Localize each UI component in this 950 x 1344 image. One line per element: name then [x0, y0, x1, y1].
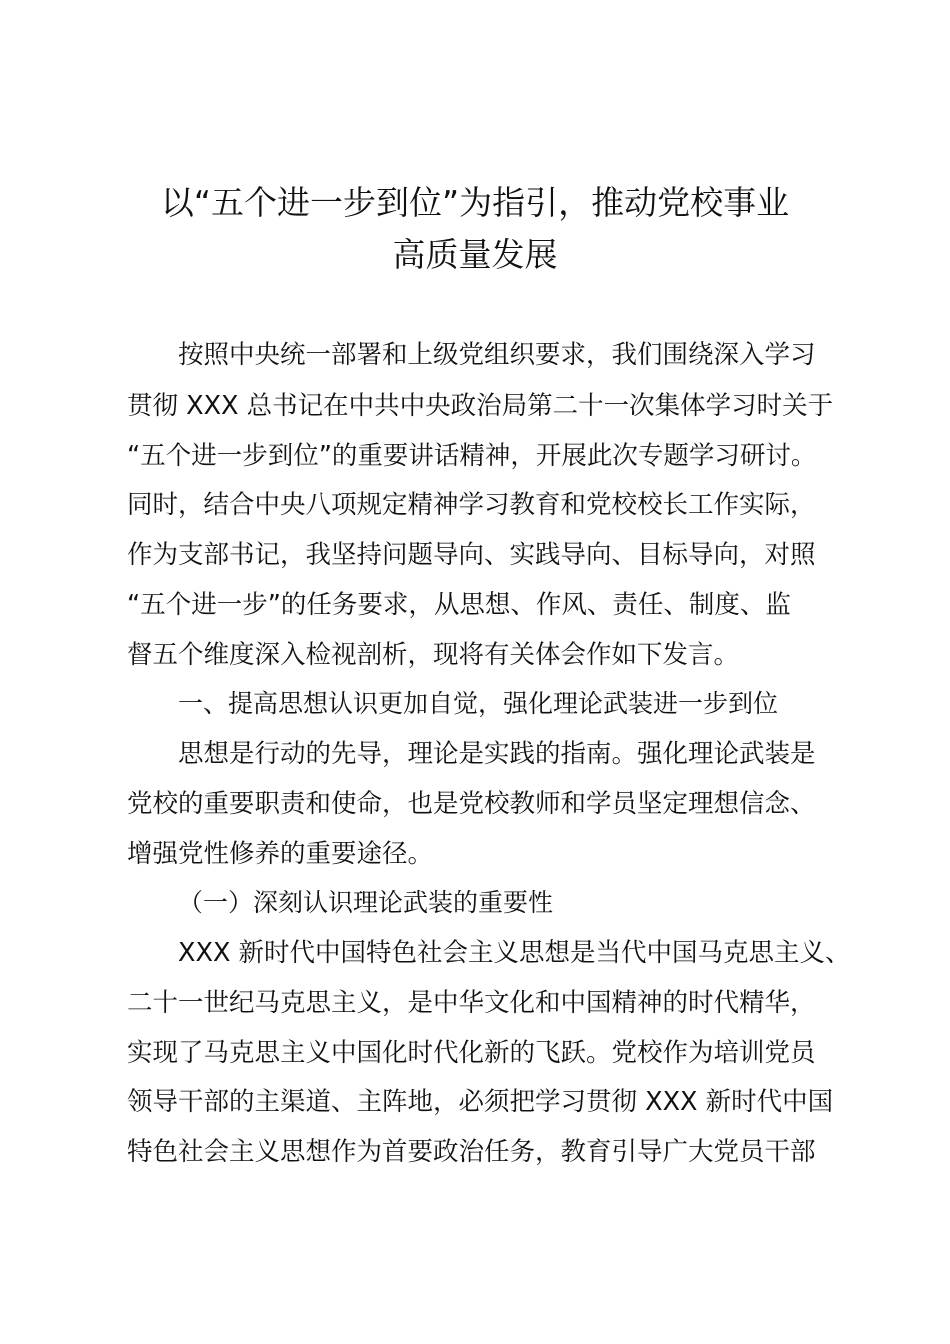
body-line: “五个进一步到位”的重要讲话精神，开展此次专题学习研讨。	[127, 441, 817, 471]
document-title-line-2: 高质量发展	[392, 235, 558, 274]
body-line: 二十一世纪马克思主义，是中华文化和中国精神的时代精华，	[127, 988, 816, 1018]
body-line: 特色社会主义思想作为首要政治任务，教育引导广大党员干部	[127, 1137, 816, 1167]
body-line: XXX 新时代中国特色社会主义思想是当代中国马克思主义、	[178, 938, 851, 968]
subsection-heading-1: （一）深刻认识理论武装的重要性	[178, 888, 554, 917]
body-line: 实现了马克思主义中国化时代化新的飞跃。党校作为培训党员	[127, 1038, 816, 1068]
body-line: 增强党性修养的重要途径。	[127, 839, 434, 869]
body-line: 督五个维度深入检视剖析，现将有关体会作如下发言。	[127, 640, 740, 670]
section-heading-1: 一、提高思想认识更加自觉，强化理论武装进一步到位	[178, 689, 779, 718]
body-line: 领导干部的主渠道、主阵地，必须把学习贯彻 XXX 新时代中国	[127, 1087, 834, 1117]
body-line: 思想是行动的先导，理论是实践的指南。强化理论武装是	[178, 739, 816, 769]
body-line: 同时，结合中央八项规定精神学习教育和党校校长工作实际，	[127, 490, 816, 520]
body-line: 贯彻 XXX 总书记在中共中央政治局第二十一次集体学习时关于	[127, 391, 834, 421]
body-line: 按照中央统一部署和上级党组织要求，我们围绕深入学习	[178, 340, 816, 370]
document-title-line-1: 以“五个进一步到位”为指引，推动党校事业	[160, 183, 790, 222]
body-line: “五个进一步”的任务要求，从思想、作风、责任、制度、监	[127, 590, 791, 620]
body-line: 作为支部书记，我坚持问题导向、实践导向、目标导向，对照	[127, 540, 816, 570]
body-line: 党校的重要职责和使命，也是党校教师和学员坚定理想信念、	[127, 789, 816, 819]
